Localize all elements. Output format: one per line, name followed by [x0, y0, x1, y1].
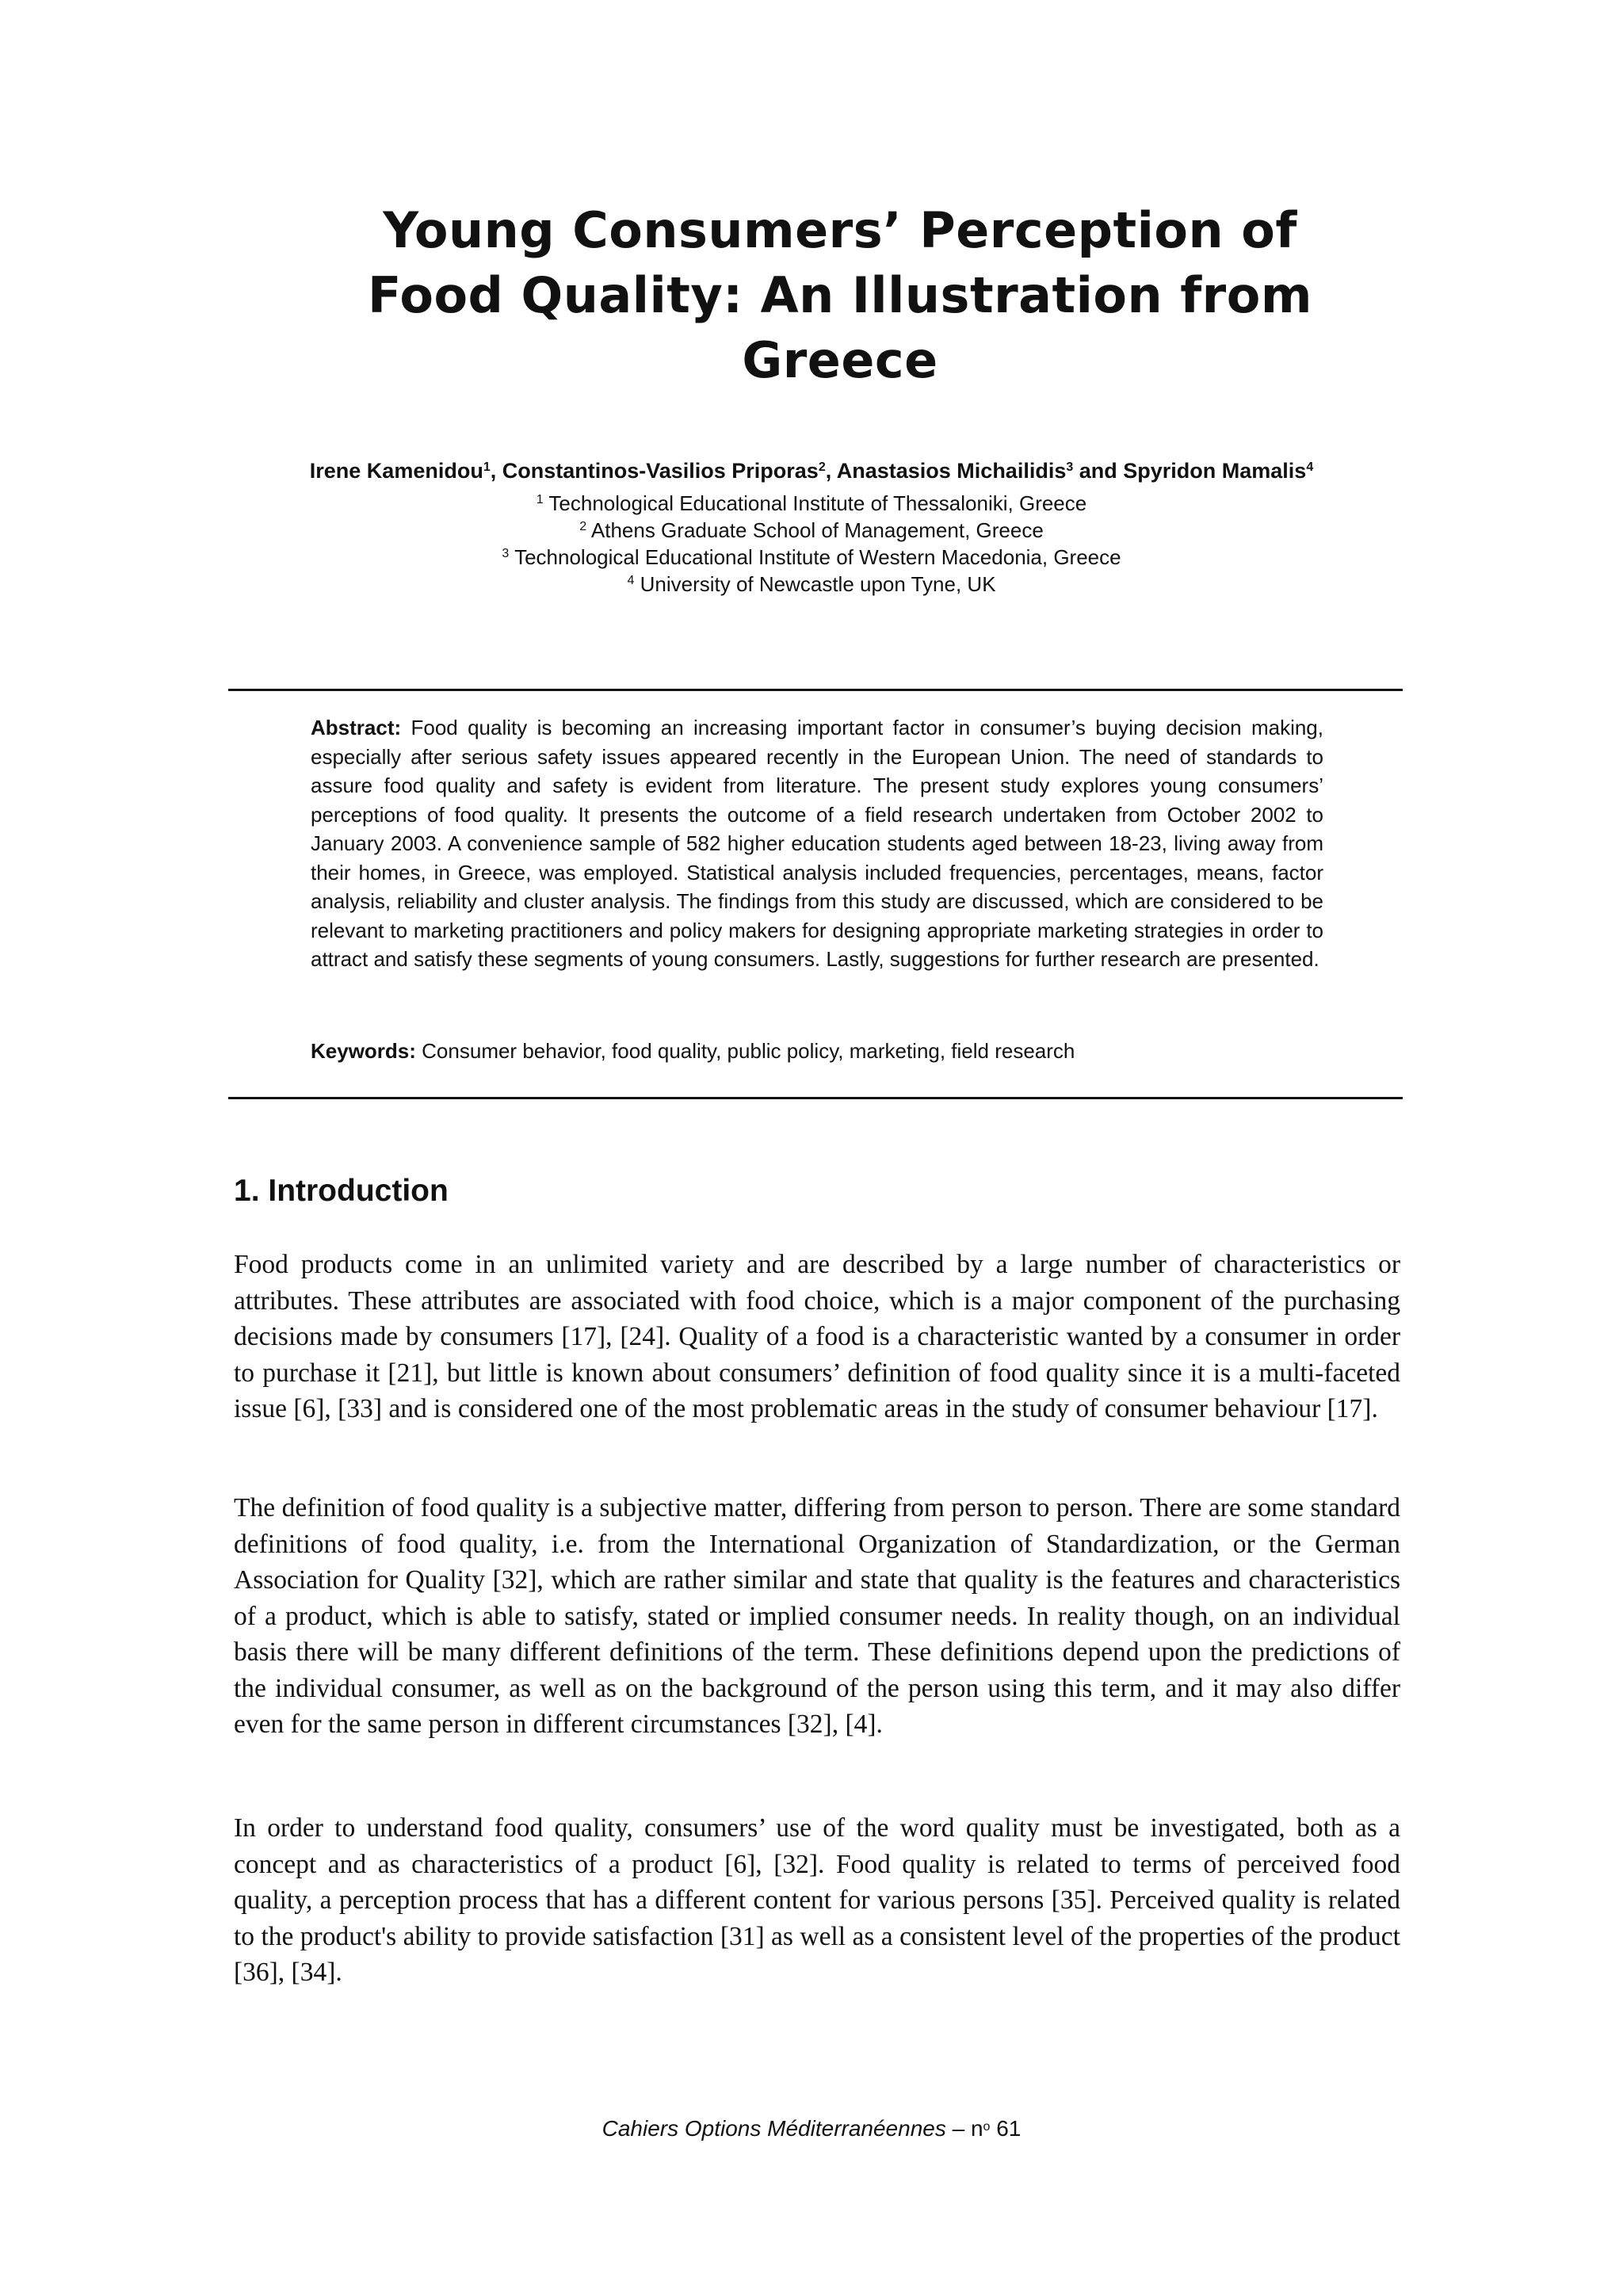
author-affiliation-marker: 1	[483, 460, 491, 474]
affiliation-text: Technological Educational Institute of Thessaloniki, Greece	[548, 491, 1087, 515]
affiliation-text: Technological Educational Institute of Western Macedonia, Greece	[514, 545, 1121, 569]
author-separator: and	[1073, 459, 1124, 483]
title-line: Young Consumers’ Perception of	[383, 201, 1297, 259]
author-name: Anastasios Michailidis	[836, 459, 1067, 483]
affiliation	[238, 544, 1385, 571]
affiliation-marker: 1	[536, 493, 544, 506]
abstract-label: Abstract:	[311, 716, 402, 739]
title-line: Greece	[742, 331, 938, 389]
abstract-bottom-rule	[228, 1097, 1403, 1099]
footer-dash: – n	[945, 2116, 983, 2141]
keywords-label: Keywords:	[311, 1039, 416, 1063]
page-footer	[0, 2115, 1623, 2143]
section-heading: 1. Introduction	[234, 1174, 449, 1208]
author-affiliation-marker: 4	[1306, 460, 1314, 474]
affiliation	[238, 517, 1385, 544]
affiliation	[238, 571, 1385, 598]
affiliation-marker: 3	[502, 547, 510, 560]
abstract-text: Food quality is becoming an increasing important factor in consumer’s buying decision making, especially after serious safety issues appeared recently in the European Union. The need of standards to assure food quality and safety is evident from literature. The present study explores young consumers’ perceptions of food quality. It presents the outcome of a field research undertaken from October 2002 to January 2003. A convenience sample of 582 higher education students aged between 18-23, living away from their homes, in Greece, was employed. Statistical analysis included frequencies, percentages, means, factor analysis, reliability and cluster analysis. The findings from this study are discussed, which are considered to be relevant to marketing practitioners and policy makers for designing appropriate marketing strategies in order to attract and satisfy these segments of young consumers. Lastly, suggestions for further research are presented.	[311, 716, 1323, 971]
body-paragraph: In order to understand food quality, consumers’ use of the word quality must be investigated, both as a concept and as characteristics of a product [6], [32]. Food quality is related to terms of perceived food quality, a perception process that has a different content for various persons [35]. Perceived quality is related to the product's ability to provide satisfaction [31] as well as a consistent level of the properties of the product [36], [34].	[234, 1813, 1400, 1987]
author-separator: ,	[490, 459, 502, 483]
keywords-text: Consumer behavior, food quality, public policy, marketing, field research	[422, 1039, 1075, 1063]
author-list	[158, 457, 1465, 485]
author-affiliation-marker: 3	[1066, 460, 1074, 474]
footer-number-sign: o	[983, 2120, 991, 2134]
affiliation-marker: 4	[627, 574, 635, 587]
affiliation-text: Athens Graduate School of Management, Greece	[590, 518, 1044, 542]
affiliation	[238, 490, 1385, 517]
abstract-top-rule	[228, 689, 1403, 691]
affiliation-text: University of Newcastle upon Tyne, UK	[640, 572, 996, 596]
paper-title	[238, 198, 1442, 393]
footer-journal: Cahiers Options Méditerranéennes	[601, 2116, 946, 2141]
author-name: Spyridon Mamalis	[1123, 459, 1307, 483]
author-affiliation-marker: 2	[818, 460, 826, 474]
body-paragraph: Food products come in an unlimited variety and are described by a large number of characteristics or attributes. These attributes are associated with food choice, which is a major component of the purchasing decisions made by consumers [17], [24]. Quality of a food is a characteristic wanted by a consumer in order to purchase it [21], but little is known about consumers’ definition of food quality since it is a multi-faceted issue [6], [33] and is considered one of the most problematic areas in the study of consumer behaviour [17].	[234, 1250, 1400, 1423]
author-separator: ,	[825, 459, 837, 483]
affiliation-list	[238, 490, 1385, 598]
footer-issue-number: 61	[990, 2116, 1022, 2141]
abstract	[311, 713, 1323, 974]
body-paragraph: The definition of food quality is a subjective matter, differing from person to person. There are some standard definitions of food quality, i.e. from the International Organization of Standardization, or the German Association for Quality [32], which are rather similar and state that quality is the features and characteristics of a product, which is able to satisfy, stated or implied consumer needs. In reality though, on an individual basis there will be many different definitions of the term. These definitions depend upon the predictions of the individual consumer, as well as on the background of the person using this term, and it may also differ even for the same person in different circumstances [32], [4].	[234, 1493, 1400, 1739]
affiliation-marker: 2	[579, 520, 587, 533]
keywords	[311, 1037, 1323, 1065]
author-name: Constantinos-Vasilios Priporas	[502, 459, 819, 483]
title-line: Food Quality: An Illustration from	[368, 266, 1312, 324]
author-name: Irene Kamenidou	[309, 459, 483, 483]
